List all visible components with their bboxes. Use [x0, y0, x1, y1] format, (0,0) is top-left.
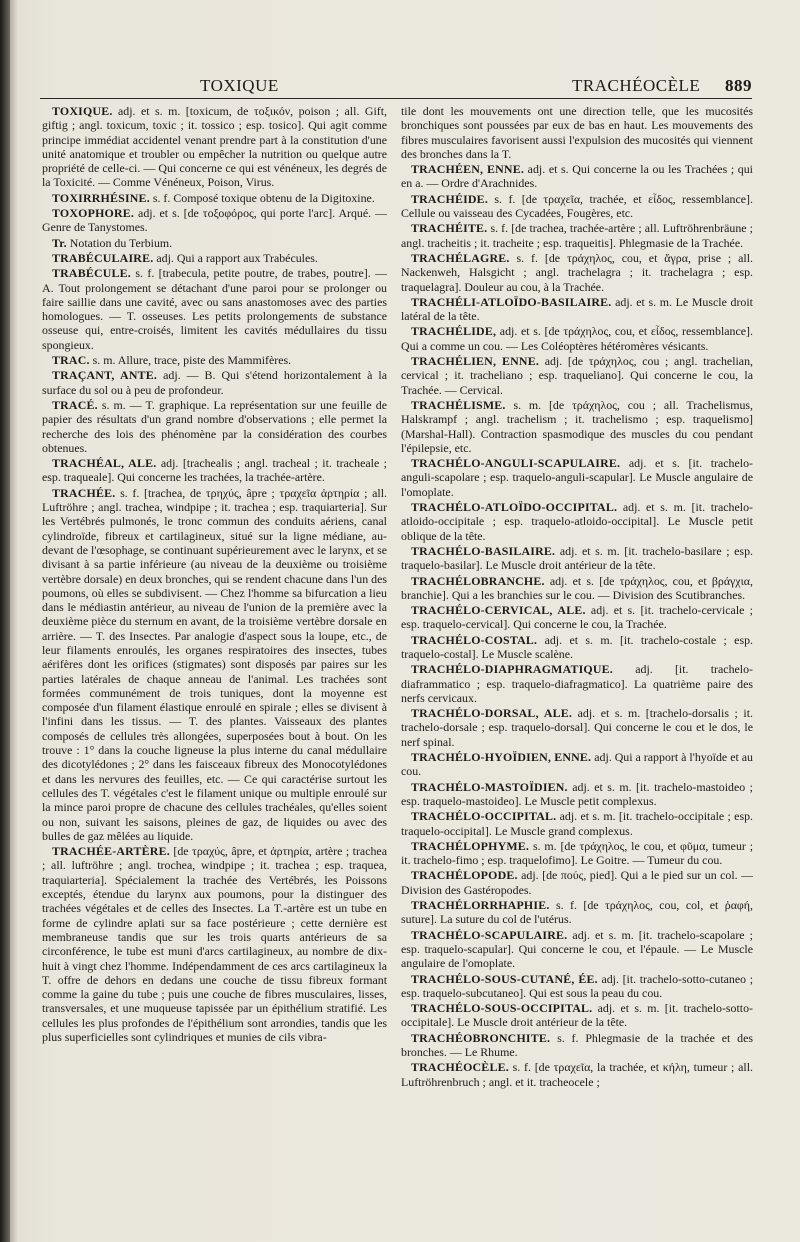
entry-headword: TRABÉCULE.	[52, 266, 131, 281]
dictionary-entry	[401, 839, 753, 868]
entry-definition: adj. et s. m. [it. trachelo-occipitale ; esp. traquelo-occipital]. Le Muscle grand complexus.	[401, 809, 753, 838]
entry-definition: s. f. [de τράχηλος, cou, et ἄγρα, prise ; all. Nackenweh, Halsgicht ; angl. trachelagra ; it. trachelagra ; esp. traquelagra]. Douleur au cou, à la Trachée.	[401, 250, 753, 294]
entry-headword: TRACHÉAL, ALE.	[52, 456, 157, 471]
entry-headword: TRACHÉLO-ATLOÏDO-OCCIPITAL.	[411, 500, 618, 515]
entry-headword: TRACHÉLO-CERVICAL, ALE.	[411, 603, 586, 618]
entry-headword: TRACHÉIDE.	[411, 191, 488, 206]
entry-definition: adj. [trachealis ; angl. tracheal ; it. tracheale ; esp. traqueale]. Qui concerne les trachées, la trachée-artère.	[42, 456, 387, 485]
entry-definition: adj. et s. Qui concerne la ou les Trachées ; qui en a. — Ordre d'Arachnides.	[401, 162, 753, 191]
entry-headword: TRAÇANT, ANTE.	[52, 368, 158, 383]
entry-definition: s. f. Composé toxique obtenu de la Digitoxine.	[152, 190, 375, 205]
dictionary-entry	[401, 221, 753, 250]
dictionary-entry	[401, 324, 753, 353]
entry-headword: TRAC.	[52, 353, 90, 368]
entry-headword: TRACHÉLAGRE.	[411, 250, 510, 265]
entry-definition: adj. et s. [de τράχηλος, cou, et βράγχια, branchie]. Qui a les branchies sur le cou. — Division des Scutibranches.	[401, 573, 753, 602]
dictionary-entry	[401, 809, 753, 838]
entry-definition: s. f. [trabecula, petite poutre, de trabes, poutre]. — A. Tout prolongement se détachant d'une paroi pour se prolonger ou faire saillie dans une cavité, avec ou sans anastomoses avec des parties homologues. — T. osseuses. Les petits prolongements de substance osseuse qui, entre-croisés, limitent les cavités médullaires du tissu spongieux.	[42, 266, 387, 352]
entry-definition: adj. et s. m. [it. trachelo-costale ; esp. traquelo-costal]. Le Muscle scalène.	[401, 632, 753, 661]
dictionary-entry	[401, 972, 753, 1001]
dictionary-entry	[401, 780, 753, 809]
entry-headword: TRACHÉLO-ANGULI-SCAPULAIRE.	[411, 456, 621, 471]
entry-definition: s. m. [de τράχηλος, le cou, et φῦμα, tumeur ; it. trachelo-fimo ; esp. traquelofimo]. Le Goitre. — Tumeur du cou.	[401, 838, 753, 868]
entry-definition: adj. et s. m. [it. trachelo-basilare ; esp. traquelo-basilar]. Le Muscle droit antérieur de la tête.	[401, 543, 753, 573]
entry-headword: TRACHÉLORRHAPHIE.	[411, 898, 550, 913]
entry-headword: TOXIRRHÉSINE.	[52, 190, 150, 205]
dictionary-entry	[42, 251, 387, 265]
entry-definition: adj. — B. Qui s'étend horizontalement à la surface du sol ou à peu de profondeur.	[42, 368, 387, 397]
entry-definition: adj. [de πούς, pied]. Qui a le pied sur un col. — Division des Gastéropodes.	[401, 868, 753, 897]
binding-shadow	[0, 0, 10, 1242]
entry-headword: TRACHÉE.	[52, 485, 116, 500]
entry-headword: TRACHÉLO-MASTOÏDIEN.	[411, 779, 568, 794]
entry-definition: adj. et s. m. [trachelo-dorsalis ; it. trachelo-dorsale ; esp. traquelo-dorsal]. Qui concerne le cou et le dos, le nerf spinal.	[401, 706, 753, 749]
entry-definition: s. f. [de trachea, trachée-artère ; all. Luftröhrenbräune ; angl. tracheitis ; it. tracheite ; esp. traqueitis]. Phlegmasie de la Trachée.	[401, 221, 753, 250]
entry-definition: adj. et s. m. [it. trachelo-atloido-occipitale ; esp. traquelo-atloido-occipital]. Le Muscle petit oblique de la tête.	[401, 500, 753, 543]
entry-headword: TRABÉCULAIRE.	[52, 250, 154, 265]
dictionary-entry	[401, 868, 753, 897]
dictionary-entry	[401, 633, 753, 662]
dictionary-entry	[401, 898, 753, 927]
dictionary-entry	[401, 662, 753, 705]
header-right-word: TRACHÉOCÈLE	[572, 76, 701, 95]
entry-headword: TOXOPHORE.	[52, 206, 135, 221]
dictionary-entry	[401, 500, 753, 543]
entry-headword: TRACHÉLOPHYME.	[411, 838, 530, 853]
entry-headword: TRACHÉITE.	[411, 221, 488, 236]
entry-headword: TRACHÉOCÈLE.	[411, 1060, 509, 1075]
entry-headword: TRACHÉOBRONCHITE.	[411, 1030, 551, 1045]
dictionary-entry	[42, 266, 387, 352]
entry-headword: TRACHÉLO-HYOÏDIEN, ENNE.	[411, 750, 592, 765]
entry-definition: s. m. — T. graphique. La représentation sur une feuille de papier des résultats d'un grand nombre d'observations ; elle permet la recherche des lois des phénomène par la considération des courbes obtenues.	[42, 397, 387, 455]
entry-definition: adj. et s. m. [it. trachelo-scapolare ; esp. traquelo-scapular]. Qui concerne le cou, et l'épaule. — Le Muscle angulaire de l'omoplate.	[401, 927, 753, 971]
dictionary-entry	[42, 368, 387, 397]
entry-definition: adj. [it. trachelo-sotto-cutaneo ; esp. traquelo-subcutaneo]. Qui est sous la peau du cou.	[401, 971, 753, 1000]
entry-definition: adj. et s. m. [toxicum, de τοξικόν, poison ; all. Gift, giftig ; angl. toxicum, toxic ; it. tossico ; esp. tosico]. Qui agit comme principe immédiat accidentel venant prendre part à la constitution d'une unité anatomique et troubler ou empêcher la nutrition ou quelque autre propriété de celle-ci. — Qui concerne ce qui est vénéneux, les degrés de la Toxicité. — Comme Vénéneux, Poison, Virus.	[42, 104, 387, 190]
entry-definition: s. f. [de τράχηλος, cou, col, et ῥαφή, suture]. La suture du col de l'utérus.	[401, 898, 753, 927]
header-left-word: TOXIQUE	[200, 76, 279, 95]
dictionary-entry	[401, 603, 753, 632]
entry-headword: TRACHÉLO-COSTAL.	[411, 632, 538, 647]
entry-definition: adj. Qui a rapport aux Trabécules.	[156, 250, 318, 265]
dictionary-entry	[401, 928, 753, 971]
dictionary-entry	[401, 544, 753, 573]
dictionary-entry	[401, 750, 753, 779]
entry-headword: TRACHÉLOBRANCHE.	[411, 573, 545, 588]
left-column	[42, 104, 387, 1224]
entry-definition: [de τραχύς, âpre, et ἀρτηρία, artère ; trachea ; all. luftröhre ; angl. trochea, windpipe ; it. trachea ; esp. traquea, traquiarteria]. Spécialement la trachée des Vertébrés, les Poissons exceptés, étendue du larynx aux poumons, pour la distinguer des trachées végétales et de celles des Insectes. La T.-artère est un tube en forme de cylindre aplati sur sa face postérieure ; cette dernière est membraneuse tandis que sur les trois quarts antérieurs de sa circonférence, le tube est muni d'arcs cartilagineux, au nombre de dix-huit à vingt chez l'homme. Indépendamment de ces arcs cartilagineux la T. offre de dehors en dedans une couche de tissu fibreux formant comme la gaine du tube ; puis une couche de fibres musculaires, lisses, transversales, et une muqueuse tapissée par un épithélium stratifié. Les cellules les plus profondes de l'épithélium sont arrondies, tandis que les plus superficielles sont cylindriques et munies de cils vibra-	[42, 844, 387, 1044]
dictionary-entry	[401, 162, 753, 191]
entry-definition: tile dont les mouvements ont une direction telle, que les mucosités bronchiques sont poussées par eux de bas en haut. Les mouvements des fibres musculaires favorisent aussi l'expulsion des mucosités qui viennent des bronches dans la T.	[401, 104, 753, 161]
entry-definition: s. f. [de τραχεῖα, trachée, et εἶδος, ressemblance]. Cellule ou vaisseau des Cycadées, Fougères, etc.	[401, 191, 753, 221]
entry-headword: Tr.	[52, 235, 67, 250]
entry-headword: TRACHÉLI-ATLOÏDO-BASILAIRE.	[411, 294, 612, 309]
dictionary-entry	[401, 456, 753, 499]
entry-definition: adj. [de τράχηλος, cou ; angl. trachelian, cervical ; it. tracheliano ; esp. traqueliano]. Qui concerne le cou, la Trachée. — Cervical.	[401, 354, 753, 397]
entry-definition: s. m. Allure, trace, piste des Mammifères.	[92, 353, 292, 368]
entry-definition: s. f. Phlegmasie de la trachée et des bronches. — Le Rhume.	[401, 1030, 753, 1059]
entry-headword: TRACHÉLO-DIAPHRAGMATIQUE.	[411, 662, 613, 677]
dictionary-entry	[401, 1031, 753, 1060]
entry-headword: TRACHÉLO-BASILAIRE.	[411, 543, 556, 558]
dictionary-entry	[42, 353, 387, 367]
entry-headword: TRACHÉLO-OCCIPITAL.	[411, 809, 557, 824]
dictionary-entry	[401, 251, 753, 294]
entry-headword: TRACHÉLOPODE.	[411, 868, 518, 883]
entry-headword: TRACHÉLO-SOUS-OCCIPITAL.	[411, 1001, 593, 1016]
page-number: 889	[725, 76, 752, 95]
entry-definition: s. m. [de τράχηλος, cou ; all. Trachelismus, Halskrampf ; angl. trachelism ; it. trachelismo ; esp. traquelismo] (Marshal-Hall). Contraction spasmodique des muscles du cou pendant l'épilepsie, etc.	[401, 397, 753, 455]
dictionary-entry	[401, 354, 753, 397]
dictionary-entry	[401, 1060, 753, 1089]
entry-definition: Notation du Terbium.	[69, 235, 173, 250]
dictionary-entry	[42, 844, 387, 1044]
dictionary-entry	[42, 236, 387, 250]
entry-definition: adj. et s. [de τράχηλος, cou, et εἶδος, ressemblance]. Qui a comme un cou. — Les Coléoptères hétéromères vésicants.	[401, 324, 753, 353]
entry-headword: TRACÉ.	[52, 397, 98, 412]
entry-definition: adj. [it. trachelo-diaframmatico ; esp. traquelo-diafragmatico]. La quatrième paire des nerfs cervicaux.	[401, 662, 753, 705]
entry-definition: adj. et s. m. [it. trachelo-mastoideo ; esp. traquelo-mastoideo]. Le Muscle petit complexus.	[401, 779, 753, 808]
dictionary-entry	[42, 486, 387, 843]
entry-headword: TRACHÉEN, ENNE.	[411, 162, 525, 177]
dictionary-entry	[401, 706, 753, 749]
dictionary-entry	[42, 456, 387, 485]
entry-definition: adj. Qui a rapport à l'hyoïde et au cou.	[401, 750, 753, 779]
entry-headword: TRACHÉE-ARTÈRE.	[52, 844, 170, 859]
entry-headword: TRACHÉLIEN, ENNE.	[411, 354, 540, 369]
dictionary-entry	[401, 104, 753, 161]
entry-definition: adj. et s. [it. trachelo-anguli-scapolare ; esp. traquelo-anguli-scapular]. Le Muscle angulaire de l'omoplate.	[401, 456, 753, 499]
entry-definition: adj. et s. [de τοξοφόρος, qui porte l'arc]. Arqué. — Genre de Tanystomes.	[42, 206, 387, 235]
dictionary-entry	[42, 398, 387, 455]
entry-definition: adj. et s. m. [it. trachelo-sotto-occipitale]. Le Muscle droit antérieur de la tête.	[401, 1001, 753, 1030]
dictionary-entry	[401, 295, 753, 324]
running-header	[40, 68, 752, 99]
entry-definition: s. f. [trachea, de τρηχύς, âpre ; τραχεῖα ἀρτηρία ; all. Luftröhre ; angl. trachea, windpipe ; it. trachea ; esp. traquiarteria]. Sur les Vertébrés pulmonés, le tronc commun des conduits aériens, canal cylindroïde, fibreux et cartilagineux, situé sur la ligne médiane, au-devant de l'œsophage, se continuant supérieurement avec le larynx, et se divisant à sa partie inférieure (au niveau de la deuxième ou troisième vertèbre dorsale) en deux bronches, qui se rendent chacune dans l'un des poumons, où elles se subdivisent. — Chez l'homme sa bifurcation a lieu dans le médiastin antérieur, au niveau de l'union de la première avec la deuxième pièce du sternum en avant, de la troisième vertèbre dorsale en arrière. — T. des Insectes. Par analogie d'aspect sous la loupe, etc., de leur filaments enroulés, les organes respiratoires des insectes, tubes aérifères dont les orifices (stigmates) sont disposés par paires sur les parties latérales de chaque anneau de l'animal. Les trachées sont formées communément de trois tuniques, dont la moyenne est composée d'un filament élastique enroulé en spirale ; elles se divisent à l'infini dans les tissus. — T. des plantes. Vaisseaux des plantes composés de cellules très allongées, superposées bout à bout. On les trouve : 1° dans la couche ligneuse la plus interne du canal médullaire des dicotylédones ; 2° dans les faisceaux fibreux des Monocotylédones et dans les nervures des feuilles, etc. — Ce qui caractérise surtout les cellules des T. végétales c'est le filament unique ou multiple enroulé sur la mince paroi propre de chacune des cellules trachéales, qu'elles soient ou non, suivant les saisons, pleines de gaz, de liquides ou avec des bulles de gaz mêlées au liquide.	[42, 485, 387, 843]
dictionary-entry	[401, 1001, 753, 1030]
entry-definition: s. f. [de τραχεῖα, la trachée, et κήλη, tumeur ; all. Luftröhrenbruch ; angl. et it. tracheocele ;	[401, 1060, 753, 1089]
entry-headword: TRACHÉLO-SCAPULAIRE.	[411, 927, 568, 942]
entry-headword: TRACHÉLO-DORSAL, ALE.	[411, 706, 573, 721]
entry-headword: TRACHÉLIDE,	[411, 324, 497, 339]
dictionary-entry	[42, 206, 387, 235]
dictionary-entry	[401, 398, 753, 455]
dictionary-entry	[401, 192, 753, 221]
dictionary-entry	[42, 191, 387, 205]
right-column	[401, 104, 753, 1224]
entry-headword: TOXIQUE.	[52, 104, 113, 118]
entry-headword: TRACHÉLO-SOUS-CUTANÉ, ÉE.	[411, 971, 598, 986]
entry-definition: adj. et s. m. Le Muscle droit latéral de la tête.	[401, 294, 753, 324]
entry-definition: adj. et s. [it. trachelo-cervicale ; esp. traquelo-cervical]. Qui concerne le cou, la Trachée.	[401, 603, 753, 632]
entry-headword: TRACHÉLISME.	[411, 397, 506, 412]
dictionary-entry	[42, 104, 387, 190]
dictionary-entry	[401, 574, 753, 603]
